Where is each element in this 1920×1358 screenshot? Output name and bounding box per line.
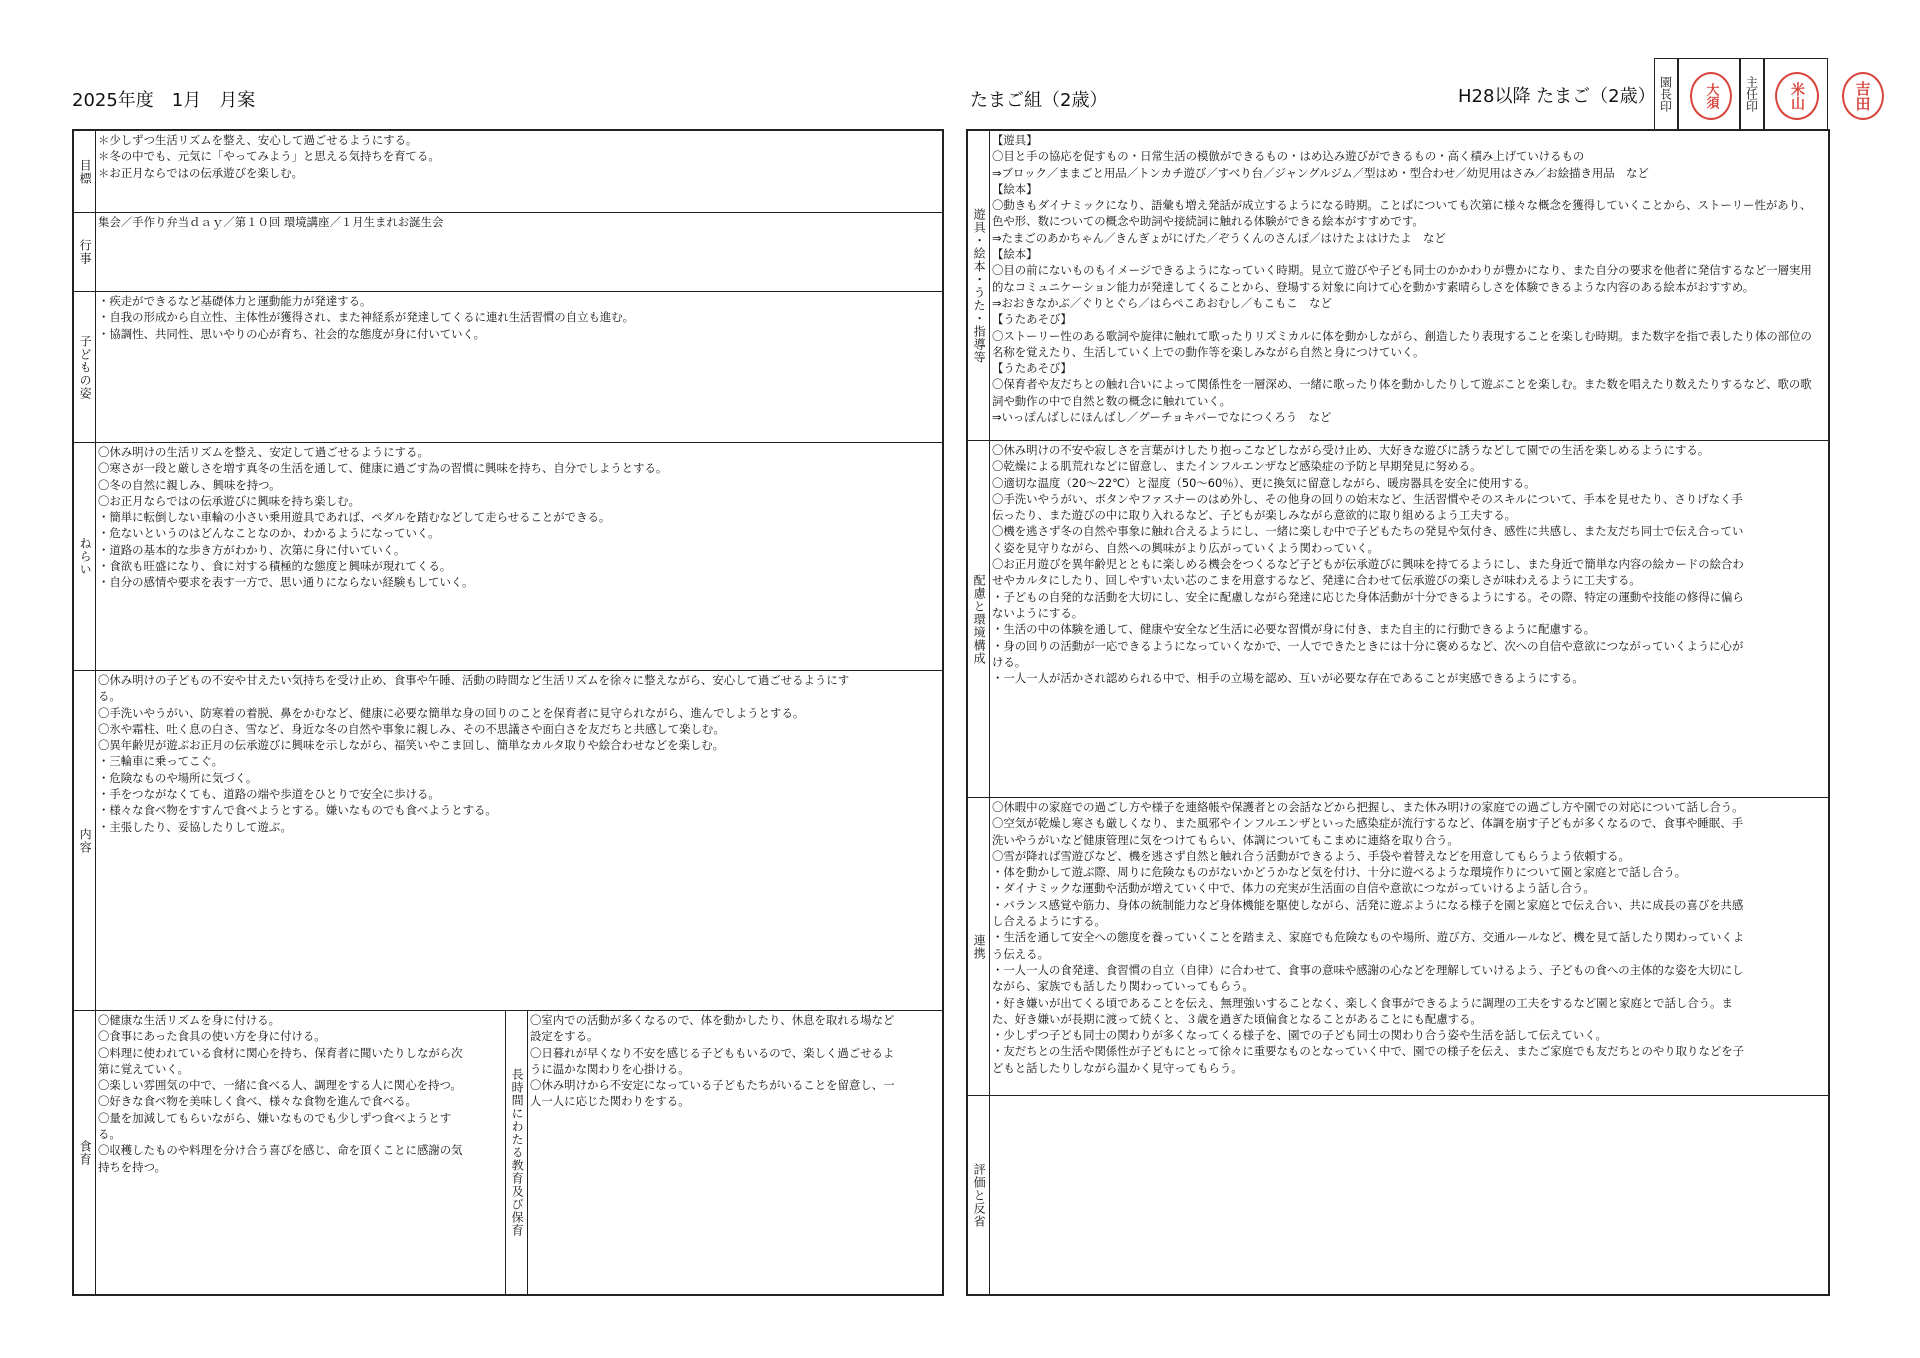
text-line: ・自分の感情や要求を表す一方で、思い通りにならない経験もしていく。	[98, 575, 474, 590]
text-line: ・生活を通して安全への態度を養っていくことを踏まえ、家庭でも危険なものや場所、遊び方、交通ルールなど、機を見て話したり関わっていくよ	[992, 930, 1745, 945]
text-line: 色や形、数についての概念や助詞や接続詞に触れる体験ができる絵本がすすめです。	[992, 214, 1424, 229]
contents-content	[98, 672, 940, 1009]
text-line: 〇雪が降れば雪遊びなど、機を逃さず自然と触れ合う活動ができるよう、手袋や着替えなどを用意してもらうよう依頼する。	[992, 848, 1630, 863]
text-line: ける。	[992, 654, 1027, 669]
text-line: 〇料理に使われている食材に関心を持ち、保育者に聞いたりしながら次	[98, 1045, 463, 1060]
text-line: ⇒おおきなかぶ／ぐりとぐら／はらぺこあおむし／もこもこ など	[992, 295, 1332, 310]
child-state-content	[98, 293, 940, 441]
left-plan-table	[72, 129, 944, 1296]
principal-stamp-label: 園長印	[1654, 58, 1678, 130]
text-line: し合えるようにする。	[992, 914, 1106, 929]
text-line: ・友だちとの生活や関係性が子どもにとって徐々に重要なものとなっていく中で、園での様子を伝え、またご家庭でも友だちとのやり取りなどを子	[992, 1044, 1745, 1059]
long-hours-care-content	[530, 1012, 940, 1293]
plan-subtitle: H28以降 たまご（2歳）	[1458, 86, 1656, 107]
text-line: た、好き嫌いが長期に渡って続くと、３歳を過ぎた頃偏食となることがあることにも配慮する。	[992, 1011, 1482, 1026]
text-line: ・危険なものや場所に気づく。	[98, 770, 258, 785]
text-line: う伝える。	[992, 946, 1049, 961]
text-line: ・少しずつ子ども同士の関わりが多くなってくる様子を、園での子ども同士の関わり合う姿や生活を話して伝えていく。	[992, 1028, 1607, 1043]
goals-label: 目標	[74, 131, 96, 212]
text-line: ・手をつながなくても、道路の端や歩道をひとりで安全に歩ける。	[98, 787, 440, 802]
text-line: 名称を覚えたり、生活していく上での動作等を楽しみながら自然と身につけていく。	[992, 344, 1425, 359]
text-line: 〇目と手の協応を促すもの・日常生活の模倣ができるもの・はめ込み遊びができるもの・高く積み上げていけるもの	[992, 149, 1585, 164]
long-hours-care-cell	[506, 1011, 942, 1294]
text-line: 〇お正月遊びを異年齢児とともに楽しめる機会をつくるなど子どもが伝承遊びに興味を持てるようにし、また身近で簡単な内容の絵カードの絵合わ	[992, 557, 1744, 572]
contents-row	[74, 671, 942, 1011]
play-materials-content	[992, 132, 1826, 439]
text-line: ・疾走ができるなど基礎体力と運動能力が発達する。	[98, 294, 372, 308]
contents-label: 内容	[74, 671, 96, 1010]
text-line: 〇休み明けの子どもの不安や甘えたい気持ちを受け止め、食事や午睡、活動の時間など生活リズムを徐々に整えながら、安心して過ごせるようにす	[98, 673, 850, 687]
text-line: ・食欲も旺盛になり、食に対する積極的な態度と興味が現れてくる。	[98, 559, 452, 574]
text-line: ・簡単に転倒しない車輪の小さい乗用遊具であれば、ペダルを踏むなどして走らせることができる。	[98, 510, 611, 525]
text-line: 〇適切な温度（20～22℃）と湿度（50～60％）、更に換気に留意しながら、暖房器具を安全に使用する。	[992, 475, 1536, 490]
document-title: 2025年度 1月 月案	[72, 90, 256, 111]
text-line: ・バランス感覚や筋力、身体の統制能力など身体機能を駆使しながら、活発に遊ぶようになる様子を園と家庭とで伝え合い、共に成長の喜びを共感	[992, 897, 1744, 912]
aims-label: ねらい	[74, 443, 96, 670]
text-line: 〇乾燥による肌荒れなどに留意し、またインフルエンザなど感染症の予防と早期発見に努める。	[992, 459, 1482, 474]
aims-content	[98, 444, 940, 669]
text-line: る。	[98, 1127, 121, 1142]
text-line: ・生活の中の体験を通して、健康や安全など生活に必要な習慣が身に付き、また自主的に行動できるように配慮する。	[992, 622, 1596, 637]
text-line: ・主張したり、妥協したりして遊ぶ。	[98, 819, 292, 834]
text-line: 〇お正月ならではの伝承遊びに興味を持ち楽しむ。	[98, 493, 360, 508]
text-line: ・好き嫌いが出てくる頃であることを伝え、無理強いすることなく、楽しく食事ができるように調理の工夫をするなど園と家庭とで話し合う。ま	[992, 995, 1733, 1010]
text-line: 〇休み明けの生活リズムを整え、安定して過ごせるようにする。	[98, 445, 429, 459]
text-line: 〇冬の自然に親しみ、興味を持つ。	[98, 477, 281, 492]
text-line: ・子どもの自発的な活動を大切にし、安全に配慮しながら発達に応じた身体活動が十分できるようにする。その際、特定の運動や技能の修得に偏ら	[992, 589, 1744, 604]
text-line: ながら、家族でも話したり関わっていってもらう。	[992, 979, 1254, 994]
text-line: 【絵本】	[992, 247, 1038, 262]
text-line: 〇休暇中の家庭での過ごし方や様子を連絡帳や保護者との会話などから把握し、また休み明けの家庭での過ごし方や園での対応について話し合う。	[992, 800, 1744, 814]
text-line: 〇量を加減してもらいながら、嫌いなものでも少しずつ食べようとす	[98, 1110, 452, 1125]
text-line: ⇒たまごのあかちゃん／きんぎょがにげた／ぞうくんのさんぽ／はけたよはけたよ など	[992, 230, 1446, 245]
text-line: ・道路の基本的な歩き方がわかり、次第に身に付いていく。	[98, 542, 406, 557]
text-line: 人一人に応じた関わりをする。	[530, 1094, 690, 1109]
food-education-row	[74, 1011, 942, 1294]
text-line: 〇機を逃さず冬の自然や事象に触れ合えるようにし、一緒に楽しむ中で子どもたちの発見や気付き、感性に共感し、また友だち同士で伝え合ってい	[992, 524, 1744, 539]
text-line: 〇手洗いやうがい、防寒着の着脱、鼻をかむなど、健康に必要な簡単な身の回りのことを保育者に見守られながら、進んでしようとする。	[98, 705, 805, 720]
text-line: 持ちを持つ。	[98, 1159, 166, 1174]
consideration-row	[968, 441, 1828, 798]
text-line: 〇好きな食べ物を美味しく食べ、様々な食物を進んで食べる。	[98, 1094, 417, 1109]
text-line: 〇収穫したものや料理を分け合う喜びを感じ、命を頂くことに感謝の気	[98, 1143, 463, 1158]
text-line: ・一人一人の食発達、食習慣の自立（自律）に合わせて、食事の意味や感謝の心などを理解していけるよう、子どもの食への主体的な姿を大切にし	[992, 962, 1744, 977]
cooperation-row	[968, 798, 1828, 1096]
text-line: どもと話したりしながら温かく見守ってもらう。	[992, 1060, 1243, 1075]
text-line: 〇休み明けの不安や寂しさを言葉がけしたり抱っこなどしながら受け止め、大好きな遊びに誘うなどして園での生活を楽しめるようにする。	[992, 443, 1710, 457]
text-line: ・様々な食べ物をすすんで食べようとする。嫌いなものでも食べようとする。	[98, 803, 497, 818]
text-line: ・三輪車に乗ってこぐ。	[98, 754, 224, 769]
text-line: 〇異年齢児が遊ぶお正月の伝承遊びに興味を示しながら、福笑いやこま回し、簡単なカルタ取りや絵合わせなどを楽しむ。	[98, 738, 725, 753]
text-line: ・体を動かして遊ぶ際、周りに危険なものがないかどうかなど気を付け、十分に遊べるような環境作りについて園と家庭とで話し合う。	[992, 865, 1687, 880]
text-line: ＊少しずつ生活リズムを整え、安心して過ごせるようにする。	[98, 133, 418, 147]
aims-row	[74, 443, 942, 671]
long-hours-care-label: 長時間にわたる教育及び保育	[506, 1011, 528, 1294]
text-line: 〇日暮れが早くなり不安を感じる子どももいるので、楽しく過ごせるよ	[530, 1045, 895, 1060]
evaluation-label: 評価と反省	[968, 1096, 990, 1294]
child-state-row	[74, 292, 942, 443]
text-line: 集会／手作り弁当ｄａｙ／第１０回 環境講座／１月生まれお誕生会	[98, 215, 444, 229]
cooperation-label: 連携	[968, 798, 990, 1095]
food-education-cell	[74, 1011, 506, 1294]
text-line: ないようにする。	[992, 605, 1084, 620]
chief-stamp-label: 主任印	[1740, 58, 1764, 130]
text-line: 第に覚えていく。	[98, 1061, 189, 1076]
text-line: 的なコミュニケーション能力が発達してくることから、登場する対象に向けて心を動かす素晴らしさを体験できるような内容のある絵本がおすすめ。	[992, 279, 1755, 294]
consideration-label: 配慮と環境構成	[968, 441, 990, 797]
chief-seal: 米山	[1775, 72, 1819, 120]
food-education-label: 食育	[74, 1011, 96, 1294]
text-line: 〇室内での活動が多くなるので、体を動かしたり、休息を取れる場など	[530, 1013, 895, 1027]
text-line: ＊お正月ならではの伝承遊びを楽しむ。	[98, 165, 303, 180]
text-line: うに温かな関わりを心掛ける。	[530, 1061, 690, 1076]
text-line: 〇楽しい雰囲気の中で、一緒に食べる人、調理をする人に関心を持つ。	[98, 1078, 462, 1093]
right-plan-table	[966, 129, 1830, 1296]
text-line: 〇健康な生活リズムを身に付ける。	[98, 1013, 281, 1027]
text-line: 伝ったり、また遊びの中に取り入れるなど、子どもが楽しみながら意欲的に取り組めるよう工夫する。	[992, 508, 1516, 523]
cooperation-content	[992, 799, 1826, 1094]
child-state-label: 子どもの姿	[74, 292, 96, 442]
text-line: 〇目の前にないものもイメージできるようになっていく時期。見立て遊びや子ども同士のかかわりが豊かになり、また自分の要求を他者に発信するなど一層実用	[992, 263, 1812, 278]
text-line: ⇒ブロック／ままごと用品／トンカチ遊び／すべり台／ジャングルジム／型はめ・型合わせ／幼児用はさみ／お絵描き用品 など	[992, 165, 1649, 180]
text-line: 〇休み明けから不安定になっている子どもたちがいることを留意し、一	[530, 1078, 895, 1093]
text-line: ・一人一人が活かされ認められる中で、相手の立場を認め、互いが必要な存在であることが実感できるようにする。	[992, 671, 1584, 686]
text-line: 〇氷や霜柱、吐く息の白さ、雪など、身近な冬の自然や事象に親しみ、その不思議さや面白さを友だちと共感して楽しむ。	[98, 721, 725, 736]
events-row	[74, 213, 942, 292]
events-content	[98, 214, 940, 290]
consideration-content	[992, 442, 1826, 796]
text-line: 〇寒さが一段と厳しさを増す真冬の生活を通して、健康に過ごす為の習慣に興味を持ち、自分でしようとする。	[98, 461, 668, 476]
text-line: 洗いやうがいなど健康管理に気をつけてもらい、体調についてもこまめに連絡を取り合う。	[992, 832, 1459, 847]
principal-seal: 大須	[1690, 72, 1732, 120]
class-name: たまご組（2歳）	[970, 90, 1108, 111]
text-line: 〇手洗いやうがい、ボタンやファスナーのはめ外し、その他身の回りの始末など、生活習慣やそのスキルについて、手本を見せたり、さりげなく手	[992, 491, 1743, 506]
evaluation-row	[968, 1096, 1828, 1294]
text-line: 〇空気が乾燥し寒さも厳しくなり、また風邪やインフルエンザといった感染症が流行するなど、体調を崩す子どもが多くなるので、食事や睡眠、手	[992, 816, 1744, 831]
evaluation-content	[992, 1097, 1826, 1293]
food-education-content	[98, 1012, 503, 1293]
text-line: ・ダイナミックな運動や活動が増えていく中で、体力の充実が生活面の自信や意欲につながっていけるよう話し合う。	[992, 881, 1595, 896]
teacher-seal: 吉田	[1842, 72, 1884, 120]
goals-row	[74, 131, 942, 213]
text-line: せやカルタにしたり、回しやすい太い芯のこまを用意するなど、発達に合わせて伝承遊びの楽しさが味わえるように工夫する。	[992, 573, 1641, 588]
text-line: る。	[98, 689, 121, 704]
text-line: ⇒いっぽんばしにほんばし／グーチョキパーでなにつくろう など	[992, 410, 1332, 425]
text-line: 〇保育者や友だちとの触れ合いによって関係性を一層深め、一緒に歌ったり体を動かしたりして遊ぶことを楽しむ。また数を唱えたり数えたりするなど、歌の歌	[992, 377, 1812, 392]
text-line: 【絵本】	[992, 181, 1038, 196]
text-line: 設定をする。	[530, 1029, 599, 1044]
text-line: ・協調性、共同性、思いやりの心が育ち、社会的な態度が身に付いていく。	[98, 326, 486, 341]
text-line: ・身の回りの活動が一応できるようになっていくなかで、一人でできたときには十分に褒めるなど、次への自信や意欲につながっていくように心が	[992, 638, 1744, 653]
goals-content	[98, 132, 940, 211]
text-line: 〇ストーリー性のある歌詞や旋律に触れて歌ったりリズミカルに体を動かしながら、創造したり表現することを楽しむ時期。また数字を指で表したり体の部位の	[992, 328, 1812, 343]
text-line: ・危ないというのはどんなことなのか、わかるようになっていく。	[98, 526, 440, 541]
text-line: 〇食事にあった食具の使い方を身に付ける。	[98, 1029, 326, 1044]
play-materials-row	[968, 131, 1828, 441]
text-line: ＊冬の中でも、元気に「やってみよう」と思える気持ちを育てる。	[98, 149, 440, 164]
text-line: 【うたあそび】	[992, 361, 1072, 376]
text-line: 詞や動作の中で自然と数の概念に触れていく。	[992, 393, 1231, 408]
text-line: ・自我の形成から自立性、主体性が獲得され、また神経系が発達してくるに連れ生活習慣の自立も進む。	[98, 310, 635, 325]
text-line: 〇動きもダイナミックになり、語彙も増え発話が成立するようになる時期。ことばについても次第に様々な概念を獲得していくことから、ストーリー性があり、	[992, 198, 1812, 213]
text-line: く姿を見守りながら、自然への興味がより広がっていくよう関わっていく。	[992, 540, 1379, 555]
events-label: 行事	[74, 213, 96, 291]
play-materials-label: 遊具・絵本・うた・指導等	[968, 131, 990, 440]
text-line: 【うたあそび】	[992, 312, 1072, 327]
text-line: 【遊具】	[992, 133, 1038, 147]
